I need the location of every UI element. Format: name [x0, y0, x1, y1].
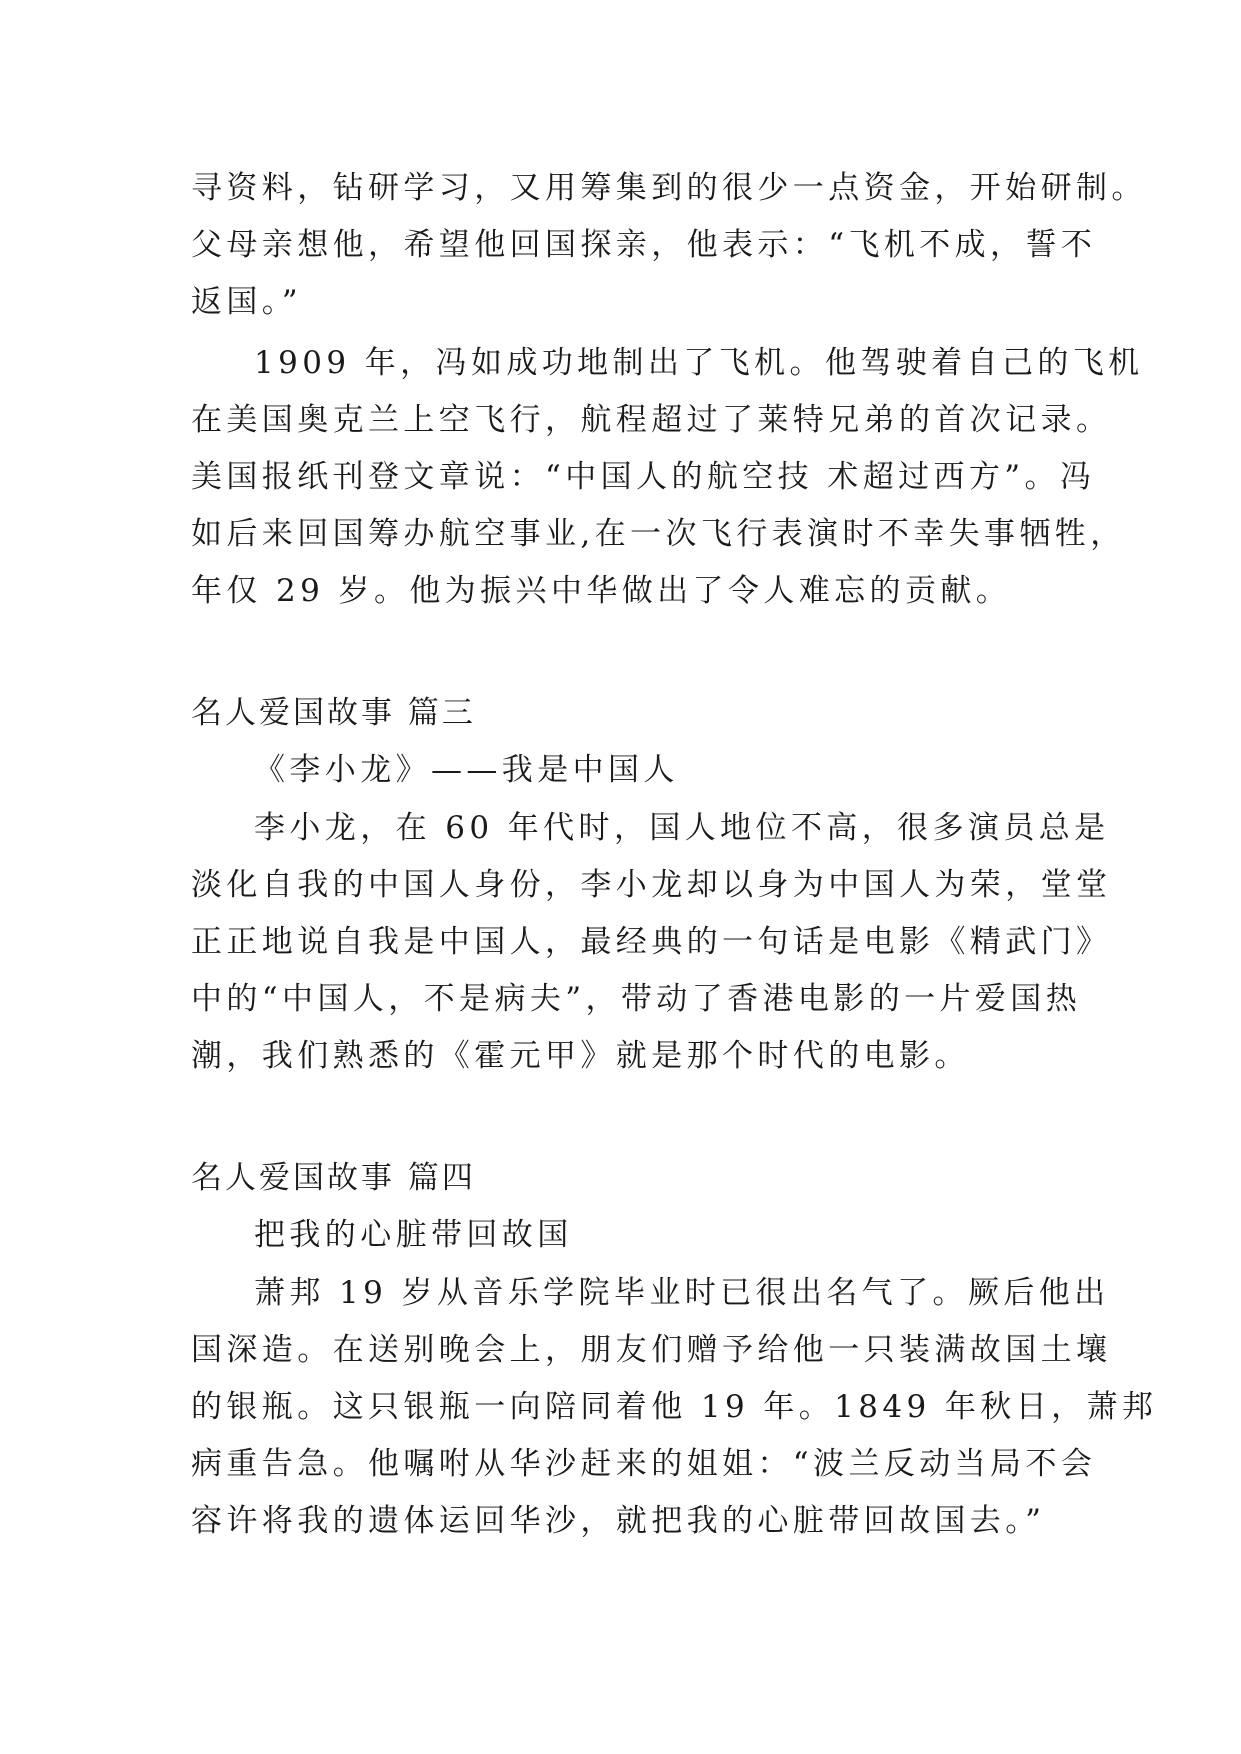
paragraph-line: 淡化自我的中国人身份，李小龙却以身为中国人为荣，堂堂	[191, 867, 1112, 903]
paragraph-line: 萧邦 19 岁从音乐学院毕业时已很出名气了。厥后他出	[254, 1275, 1110, 1311]
paragraph-line: 病重告急。他嘱咐从华沙赶来的姐姐：“波兰反动当局不会	[191, 1446, 1097, 1482]
section-heading: 名人爱国故事 篇四	[191, 1160, 476, 1196]
paragraph-line: 国深造。在送别晚会上，朋友们赠予给他一只装满故国土壤	[191, 1332, 1112, 1368]
story-title: 《李小龙》——我是中国人	[254, 752, 679, 788]
paragraph-line: 寻资料，钻研学习，又用筹集到的很少一点资金，开始研制。	[191, 170, 1147, 206]
paragraph-line: 在美国奥克兰上空飞行，航程超过了莱特兄弟的首次记录。	[191, 402, 1112, 438]
paragraph-line: 潮，我们熟悉的《霍元甲》就是那个时代的电影。	[191, 1038, 970, 1074]
section-heading: 名人爱国故事 篇三	[191, 695, 476, 731]
paragraph-line: 返国。”	[191, 284, 302, 320]
paragraph-line: 正正地说自我是中国人，最经典的一句话是电影《精武门》	[191, 924, 1112, 960]
paragraph-line: 容许将我的遗体运回华沙，就把我的心脏带回故国去。”	[191, 1503, 1046, 1539]
paragraph-line: 1909 年，冯如成功地制出了飞机。他驾驶着自己的飞机	[254, 345, 1144, 381]
paragraph-line: 的银瓶。这只银瓶一向陪同着他 19 年。1849 年秋日，萧邦	[191, 1389, 1158, 1425]
paragraph-line: 年仅 29 岁。他为振兴中华做出了令人难忘的贡献。	[191, 573, 1012, 609]
paragraph-line: 如后来回国筹办航空事业,在一次飞行表演时不幸失事牺牲，	[191, 516, 1126, 552]
paragraph-line: 中的“中国人，不是病夫”，带动了香港电影的一片爱国热	[191, 981, 1082, 1017]
paragraph-line: 美国报纸刊登文章说：“中国人的航空技 术超过西方”。冯	[191, 459, 1096, 495]
paragraph-line: 父母亲想他，希望他回国探亲，他表示：“飞机不成，誓不	[191, 227, 1097, 263]
story-title: 把我的心脏带回故国	[254, 1217, 573, 1253]
paragraph-line: 李小龙，在 60 年代时，国人地位不高，很多演员总是	[254, 810, 1110, 846]
